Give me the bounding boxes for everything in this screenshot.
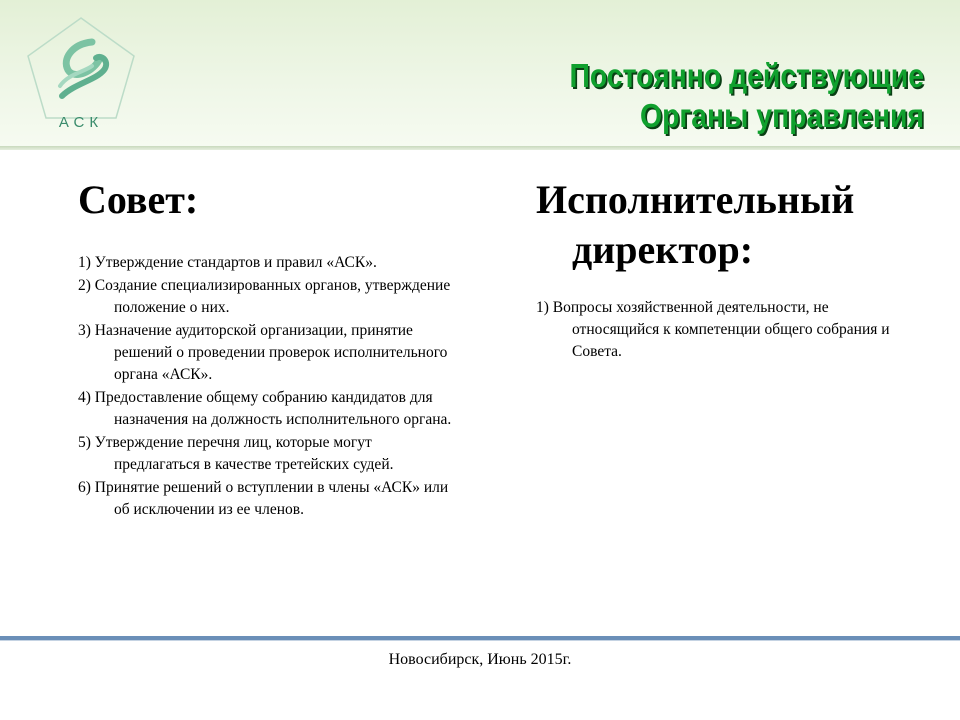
footer-divider-thin bbox=[0, 640, 960, 641]
list-item: 4) Предоставление общему собранию кандидатов для назначения на должность исполнительного органа. bbox=[78, 389, 452, 428]
council-heading: Совет: bbox=[78, 177, 199, 222]
director-list bbox=[536, 297, 916, 363]
list-item: 5) Утверждение перечня лиц, которые могут предлагаться в качестве третейских судей. bbox=[78, 434, 394, 473]
list-item: 2) Создание специализированных органов, утверждение положение о них. bbox=[78, 277, 451, 316]
list-item: 3) Назначение аудиторской организации, принятие решений о проведении проверок исполнительного органа «АСК». bbox=[78, 322, 448, 383]
list-item: 1) Вопросы хозяйственной деятельности, не относящийся к компетенции общего собрания и Совета. bbox=[536, 299, 890, 360]
council-column bbox=[78, 175, 458, 522]
title-line-2: Органы управления bbox=[640, 97, 924, 134]
page-title bbox=[442, 56, 924, 136]
director-column bbox=[536, 175, 916, 364]
list-item: 6) Принятие решений о вступлении в члены «АСК» или об исключении из ее членов. bbox=[78, 479, 449, 518]
footer-text: Новосибирск, Июнь 2015г. bbox=[388, 651, 572, 668]
header-divider bbox=[0, 146, 960, 150]
logo-text: АСК bbox=[58, 114, 104, 131]
director-heading: Исполнительный директор: bbox=[536, 177, 855, 272]
council-list bbox=[78, 252, 458, 521]
title-line-1: Постоянно действующие bbox=[569, 57, 924, 94]
list-item: 1) Утверждение стандартов и правил «АСК». bbox=[78, 254, 377, 271]
